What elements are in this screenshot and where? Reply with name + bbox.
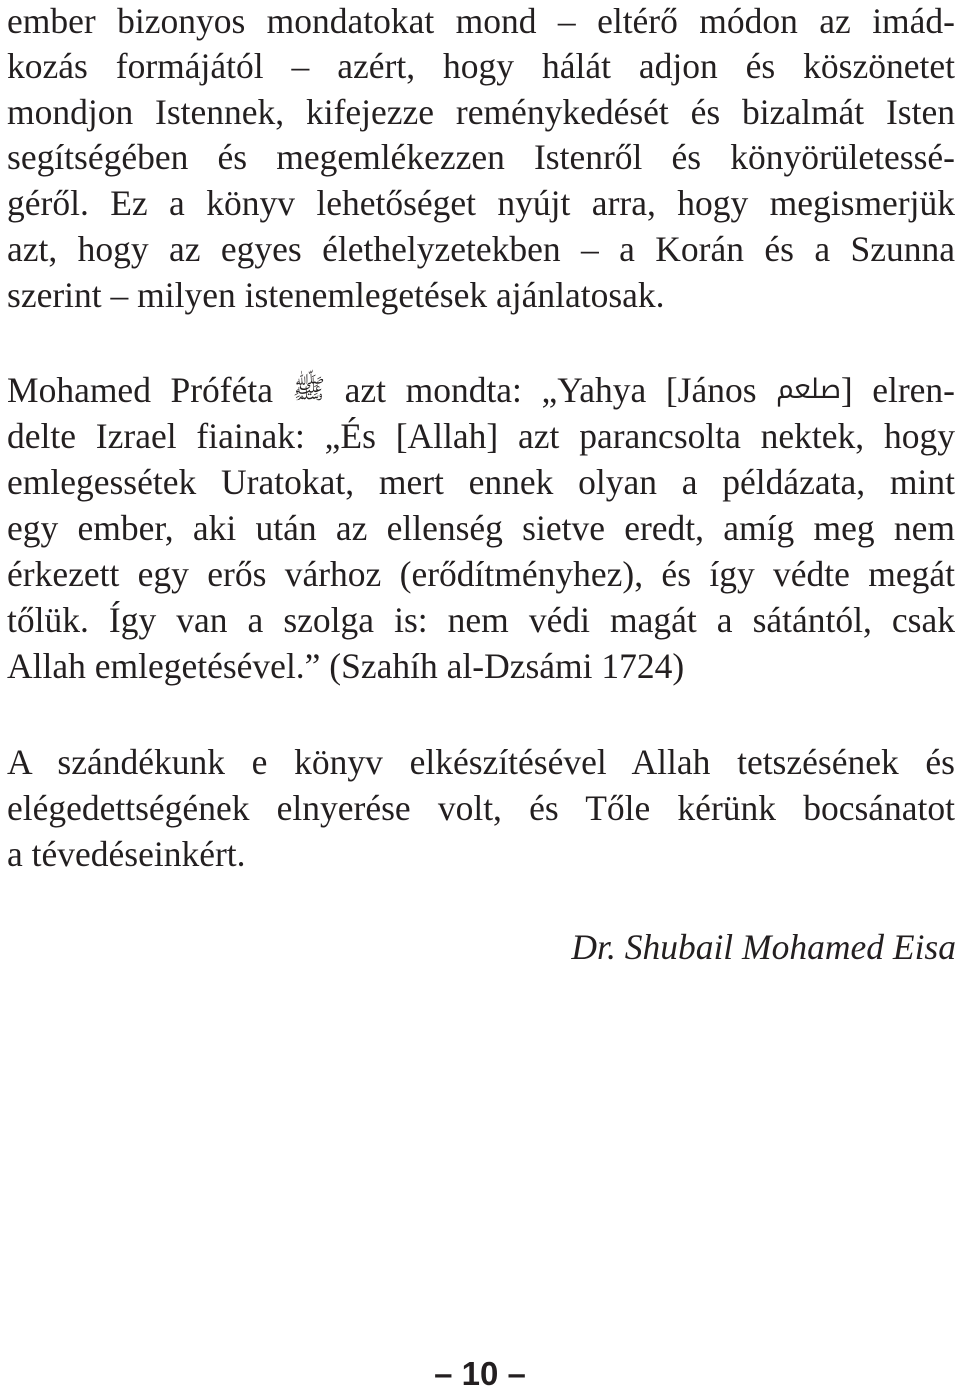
- text-line: Allah emlegetésével.” (Szahíh al-Dzsámi 1724): [7, 646, 685, 686]
- alayhi-salam-ligature-icon: ﷵ: [776, 374, 841, 405]
- text-line: azt, hogy az egyes élethelyzetekben – a Korán és a Szunna: [7, 229, 955, 269]
- text-line: a tévedéseinkért.: [7, 834, 246, 874]
- salawat-ligature-icon: ﷺ: [292, 374, 326, 405]
- text-fragment: Mohamed Próféta: [7, 370, 293, 410]
- text-line: szerint – milyen istenemlegetések ajánlatosak.: [7, 275, 665, 315]
- text-line: mondjon Istennek, kifejezze reménykedését és bizalmát Isten: [7, 92, 955, 132]
- text-line: A szándékunk e könyv elkészítésével Allah tetszésének és: [7, 742, 955, 782]
- text-line: segítségében és megemlékezzen Istenről és könyörületessé-: [7, 137, 955, 177]
- text-line: emlegessétek Uratokat, mert ennek olyan a példázata, mint: [7, 462, 955, 502]
- text-line: érkezett egy erős várhoz (erődítményhez), és így védte megát: [7, 554, 955, 594]
- author-signature: Dr. Shubail Mohamed Eisa: [571, 927, 956, 967]
- page-number: – 10 –: [434, 1355, 526, 1392]
- text-line: ember bizonyos mondatokat mond – eltérő módon az imád-: [7, 1, 955, 41]
- text-line: géről. Ez a könyv lehetőséget nyújt arra, hogy megismerjük: [7, 183, 955, 223]
- text-line: tőlük. Így van a szolga is: nem védi magát a sátántól, csak: [7, 600, 955, 640]
- text-line: egy ember, aki után az ellenség sietve eredt, amíg meg nem: [7, 508, 955, 548]
- text-line: [7, 367, 955, 413]
- text-line: kozás formájától – azért, hogy hálát adjon és köszönetet: [7, 46, 955, 86]
- text-line: delte Izrael fiainak: „És [Allah] azt parancsolta nektek, hogy: [7, 416, 955, 456]
- text-line: elégedettségének elnyerése volt, és Tőle kérünk bocsánatot: [7, 788, 955, 828]
- text-fragment: ] elren-: [840, 370, 955, 410]
- text-fragment: azt mondta: „Yahya [János: [325, 370, 777, 410]
